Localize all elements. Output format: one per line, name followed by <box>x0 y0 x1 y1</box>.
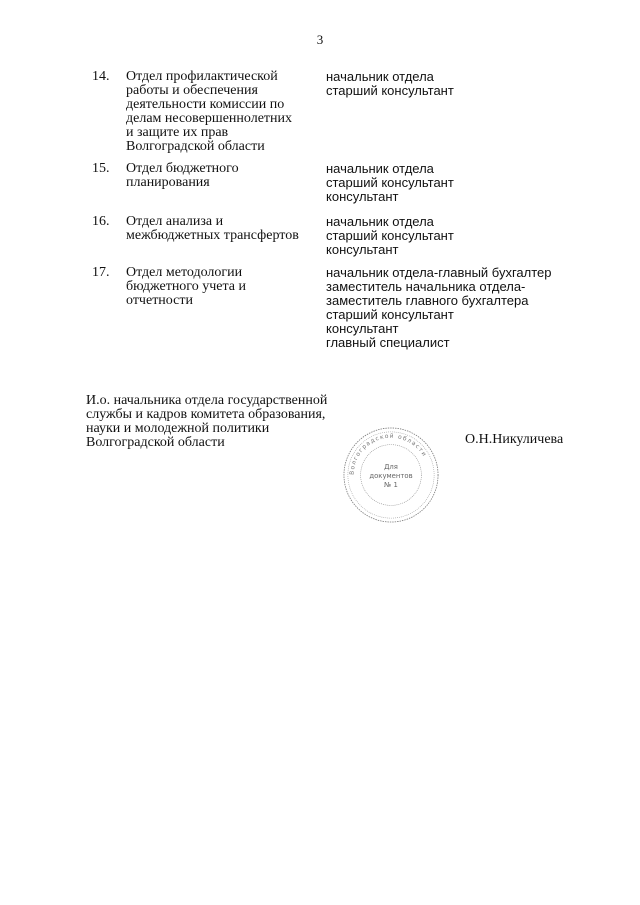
position-line: консультант <box>326 321 399 336</box>
position-line: консультант <box>326 242 399 257</box>
position-line: начальник отдела <box>326 161 434 176</box>
department-line: Волгоградской области <box>126 139 265 154</box>
signature-name: О.Н.Никуличева <box>465 432 564 447</box>
position-line: главный специалист <box>326 335 450 350</box>
stamp-center-line-2: документов <box>369 471 413 480</box>
position-line: консультант <box>326 189 399 204</box>
position-line: заместитель начальника отдела- <box>326 279 526 294</box>
department-name <box>126 162 322 190</box>
stamp-ring-text: Волгоградской области <box>349 433 428 476</box>
department-line: межбюджетных трансфертов <box>126 228 299 243</box>
department-name <box>126 70 322 154</box>
position-line: начальник отдела <box>326 69 434 84</box>
department-line: и защите их прав <box>126 125 229 140</box>
row-number: 14. <box>92 69 110 84</box>
department-line: Отдел методологии <box>126 265 243 280</box>
positions-list <box>326 215 586 257</box>
department-line: Отдел профилактической <box>126 69 278 84</box>
department-name <box>126 215 322 243</box>
department-line: отчетности <box>126 293 193 308</box>
position-line: заместитель главного бухгалтера <box>326 293 529 308</box>
position-line: старший консультант <box>326 228 454 243</box>
signature-title-line: И.о. начальника отдела государственной <box>86 393 328 408</box>
department-line: деятельности комиссии по <box>126 97 285 112</box>
row-number: 16. <box>92 214 110 229</box>
official-stamp <box>342 426 440 524</box>
row-number: 17. <box>92 265 110 280</box>
position-line: старший консультант <box>326 83 454 98</box>
positions-list <box>326 266 586 350</box>
department-line: работы и обеспечения <box>126 83 258 98</box>
position-line: начальник отдела-главный бухгалтер <box>326 265 552 280</box>
signature-title <box>86 394 376 450</box>
department-line: планирования <box>126 175 210 190</box>
stamp-center-line-3: № 1 <box>384 480 398 489</box>
position-line: старший консультант <box>326 175 454 190</box>
department-line: бюджетного учета и <box>126 279 246 294</box>
department-name <box>126 266 322 308</box>
position-line: начальник отдела <box>326 214 434 229</box>
department-line: делам несовершеннолетних <box>126 111 293 126</box>
positions-list <box>326 162 586 204</box>
positions-list <box>326 70 586 98</box>
position-line: старший консультант <box>326 307 454 322</box>
department-line: Отдел бюджетного <box>126 161 239 176</box>
signature-title-line: науки и молодежной политики <box>86 421 270 436</box>
signature-title-line: Волгоградской области <box>86 435 225 450</box>
department-line: Отдел анализа и <box>126 214 224 229</box>
stamp-center-line-1: Для <box>384 463 398 472</box>
page-number: 3 <box>316 32 324 47</box>
signature-title-line: службы и кадров комитета образования, <box>86 407 326 422</box>
row-number: 15. <box>92 161 110 176</box>
